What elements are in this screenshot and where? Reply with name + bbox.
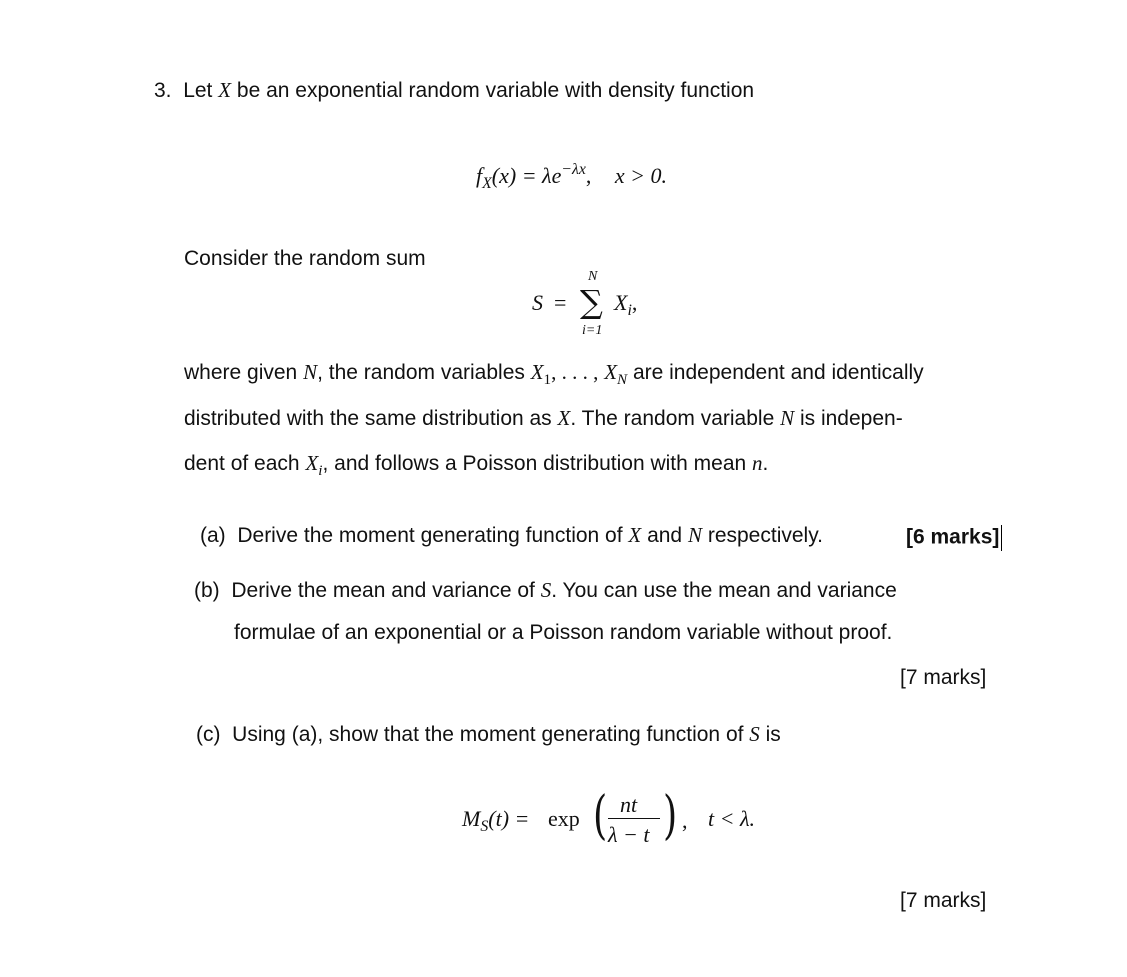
sum-lower-limit: i=1 — [582, 323, 603, 338]
consider-text: Consider the random sum — [184, 247, 426, 270]
part-b-line-1: (b) Derive the mean and variance of S. You can use the mean and variance — [194, 578, 897, 602]
part-b-label: (b) — [194, 579, 220, 602]
density-equation: $f_X(x) = \lambda e^{-\lambda x}$, x > 0. — [476, 161, 668, 192]
part-b-marks: [7 marks] — [900, 666, 987, 689]
question-number: 3. — [154, 79, 172, 102]
part-a: (a) Derive the moment generating function of X and N respectively. — [200, 523, 823, 547]
paragraph-line-2: distributed with the same distribution as X. The random variable N is indepen- — [184, 406, 903, 430]
part-a-marks: [6 marks] — [906, 525, 1002, 551]
part-c-marks: [7 marks] — [900, 889, 987, 912]
part-b-line-2: formulae of an exponential or a Poisson random variable without proof. — [234, 621, 893, 644]
part-c: (c) Using (a), show that the moment generating function of S is — [196, 722, 781, 746]
left-paren: ( — [593, 786, 608, 846]
sum-equation: N S = ∑ $X_i$, i=1 — [532, 269, 638, 338]
part-c-label: (c) — [196, 723, 221, 746]
part-a-label: (a) — [200, 524, 226, 547]
question-intro-line: 3. Let X be an exponential random variable with density function — [154, 78, 755, 102]
sum-upper-limit: N — [588, 269, 598, 284]
mgf-equation: $M_S(t)$ = exp ( nt λ − t ) , t < λ. — [462, 786, 755, 847]
right-paren: ) — [663, 786, 678, 846]
fraction-denominator: λ − t — [608, 822, 650, 847]
text-cursor — [1001, 525, 1002, 551]
fraction-numerator: nt — [620, 792, 638, 817]
summation-symbol: ∑ — [580, 283, 603, 321]
paragraph-line-1: where given N, the random variables $X_1$, . . . , $X_N$ are independent and identically — [184, 360, 924, 388]
fraction-bar — [608, 818, 660, 819]
paragraph-line-3: dent of each $X_i$, and follows a Poisson distribution with mean n. — [184, 451, 769, 479]
